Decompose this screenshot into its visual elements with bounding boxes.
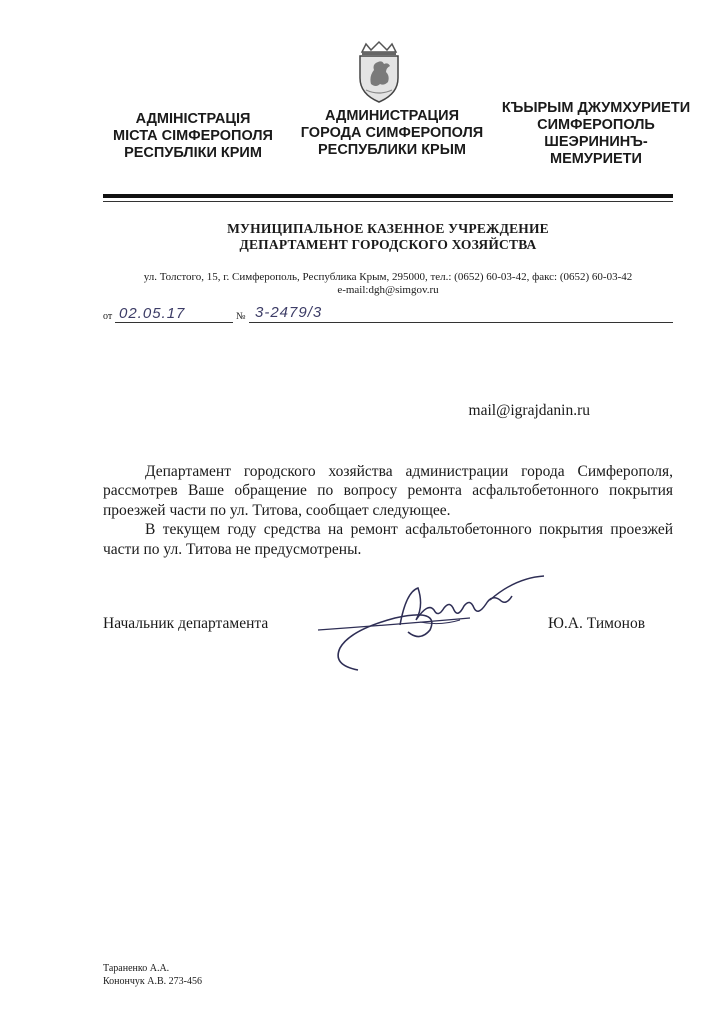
header-rus-line: РЕСПУБЛИКИ КРЫМ [317, 142, 466, 158]
header-ukr-line: АДМІНІСТРАЦІЯ [135, 111, 251, 127]
recipient-email: mail@igrajdanin.ru [468, 402, 590, 419]
signatory-position: Начальник департамента [103, 615, 269, 632]
organization-name [100, 221, 676, 253]
header-crimean-line: СИМФЕРОПОЛЬ [537, 117, 655, 133]
handwritten-signature [300, 570, 560, 680]
header-ukrainian [100, 111, 286, 162]
executors-block [103, 962, 202, 988]
handwritten-number: 3-2479/3 [255, 304, 323, 321]
coat-of-arms-emblem [352, 40, 406, 104]
executor-line: Конончук А.В. 273-456 [103, 976, 202, 987]
header-ukr-line: МІСТА СІМФЕРОПОЛЯ [113, 128, 273, 144]
address-line: ул. Толстого, 15, г. Симферополь, Республика Крым, 295000, тел.: (0652) 60-03-42, факс: (0652) 60-03-42 [143, 271, 633, 283]
organization-line-1: МУНИЦИПАЛЬНОЕ КАЗЕННОЕ УЧРЕЖДЕНИЕ [227, 221, 549, 236]
letter-body [103, 462, 673, 559]
body-paragraph-2: В текущем году средства на ремонт асфальтобетонного покрытия проезжей части по ул. Титова не предусмотрены. [103, 521, 673, 558]
body-paragraph-1: Департамент городского хозяйства администрации города Симферополя, рассмотрев Ваше обращение по вопросу ремонта асфальтобетонного покрытия проезжей части по ул. Титова, сообщает следующее. [103, 463, 673, 519]
from-label: от [103, 311, 113, 322]
header-divider-thick [103, 194, 673, 198]
date-underline [115, 322, 233, 323]
email-line: e-mail:dgh@simgov.ru [337, 284, 439, 296]
header-crimean-line: КЪЫРЫМ ДЖУМХУРИЕТИ [501, 100, 691, 116]
reference-line [103, 304, 673, 330]
number-label: № [236, 311, 246, 322]
header-russian [292, 108, 492, 159]
organization-line-2: ДЕПАРТАМЕНТ ГОРОДСКОГО ХОЗЯЙСТВА [239, 237, 537, 252]
number-underline [249, 322, 673, 323]
header-rus-line: ГОРОДА СИМФЕРОПОЛЯ [300, 125, 484, 141]
organization-address [96, 271, 680, 297]
handwritten-date: 02.05.17 [119, 305, 186, 322]
header-crimean-tatar [496, 100, 696, 168]
header-crimean-line: ШЕЭРИНИНЪ- [544, 134, 648, 150]
header-ukr-line: РЕСПУБЛІКИ КРИМ [124, 145, 262, 161]
header-rus-line: АДМИНИСТРАЦИЯ [324, 108, 459, 124]
executor-line: Тараненко А.А. [103, 963, 170, 974]
signatory-name: Ю.А. Тимонов [548, 615, 646, 632]
header-crimean-line: МЕМУРИЕТИ [550, 151, 642, 167]
header-divider-thin [103, 201, 673, 202]
